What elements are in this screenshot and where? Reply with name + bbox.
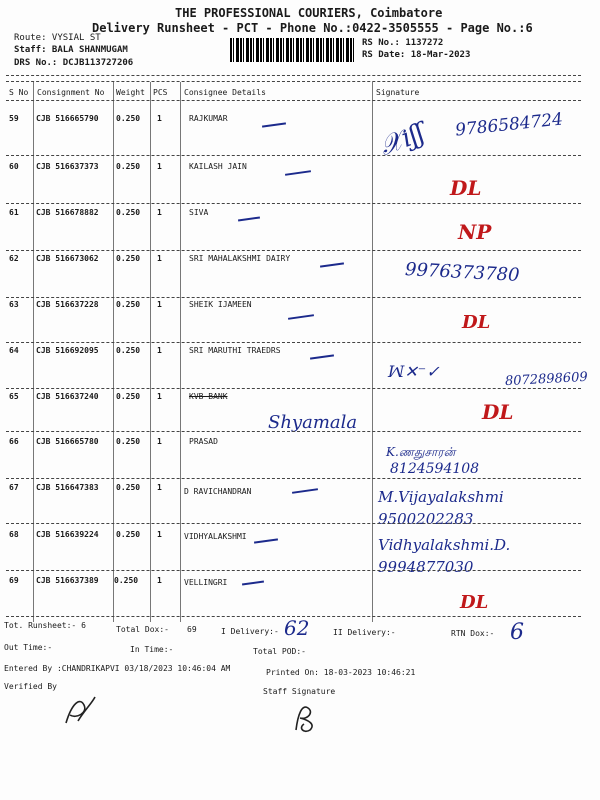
rs-date: RS Date: 18-Mar-2023 (362, 50, 471, 60)
row-sno: 67 (9, 483, 19, 492)
row-rule (6, 250, 581, 251)
tick-mark (242, 580, 264, 585)
row-sno: 68 (9, 530, 19, 539)
row-status: DL (482, 400, 514, 424)
ii-delivery-label: II Delivery:- (333, 628, 396, 637)
row-consignee: SHEIK IJAMEEN (189, 300, 252, 309)
tot-runsheet: Tot. Runsheet:- 6 (4, 621, 86, 630)
signature-scribble: K.ணதுசாரன் (386, 445, 456, 459)
row-weight: 0.250 (116, 254, 141, 263)
row-sno: 65 (9, 392, 19, 401)
signature-scribble: 𝒳ıʃʃ (376, 118, 429, 162)
column-divider (113, 82, 114, 622)
rs-number: RS No.: 1137272 (362, 38, 444, 48)
row-rule (6, 523, 581, 524)
row-weight: 0.250 (116, 162, 141, 171)
route: Route: VYSIAL ST (14, 33, 101, 43)
row-weight: 0.250 (114, 576, 139, 585)
verified-by-label: Verified By (4, 682, 57, 691)
row-rule (6, 203, 581, 204)
row-consignee: VIDHYALAKSHMI (184, 532, 247, 541)
tick-mark (320, 262, 344, 267)
row-rule (6, 388, 581, 389)
row-signature: 9976373780 (404, 259, 521, 286)
row-pcs: 1 (157, 114, 162, 123)
staff-signature (290, 700, 320, 736)
row-sno: 62 (9, 254, 19, 263)
row-signature: Vidhyalakshmi.D. 9994877030 (378, 536, 511, 576)
runsheet-subtitle: Delivery Runsheet - PCT - Phone No.:0422-3505555 - Page No.:6 (92, 21, 533, 35)
row-weight: 0.250 (116, 392, 141, 401)
row-status: DL (462, 312, 491, 333)
row-sno: 61 (9, 208, 19, 217)
row-consignment: CJB 516665780 (36, 437, 99, 446)
tick-mark (262, 122, 286, 127)
total-dox-label: Total Dox:- (116, 625, 169, 634)
row-rule (6, 570, 581, 571)
total-dox-value: 69 (187, 625, 197, 634)
row-sno: 60 (9, 162, 19, 171)
row-pcs: 1 (157, 530, 162, 539)
header-top-rule (6, 75, 581, 76)
header-top-rule-2 (6, 81, 581, 82)
row-pcs: 1 (157, 346, 162, 355)
row-consignee: PRASAD (189, 437, 218, 446)
row-rule (6, 155, 581, 156)
row-consignee: SIVA (189, 208, 209, 217)
row-weight: 0.250 (116, 114, 141, 123)
i-delivery-label: I Delivery:- (221, 627, 279, 636)
row-consignment: CJB 516639224 (36, 530, 99, 539)
row-consignee: RAJKUMAR (189, 114, 228, 123)
row-rule (6, 431, 581, 432)
row-signature: 8124594108 (390, 461, 480, 477)
row-weight: 0.250 (116, 530, 141, 539)
row-consignee: KAILASH JAIN (189, 162, 247, 171)
row-rule (6, 342, 581, 343)
printed-on: Printed On: 18-03-2023 10:46:21 (266, 668, 416, 677)
row-consignee: VELLINGRI (184, 578, 228, 587)
tick-mark (288, 314, 314, 320)
row-pcs: 1 (157, 483, 162, 492)
row-sno: 64 (9, 346, 19, 355)
row-consignment: CJB 516637228 (36, 300, 99, 309)
tick-mark (310, 354, 334, 359)
row-weight: 0.250 (116, 437, 141, 446)
signature-scribble: ꟽ✕⁻✓ (388, 362, 440, 381)
row-status: DL (460, 592, 489, 613)
row-status: DL (450, 176, 482, 200)
row-sno: 63 (9, 300, 19, 309)
row-weight: 0.250 (116, 208, 141, 217)
row-rule (6, 478, 581, 479)
row-status: NP (458, 220, 492, 244)
row-pcs: 1 (157, 576, 162, 585)
row-rule (6, 297, 581, 298)
row-consignee: D RAVICHANDRAN (184, 487, 252, 496)
staff: Staff: BALA SHANMUGAM (14, 45, 128, 55)
row-pcs: 1 (157, 437, 162, 446)
column-divider (33, 82, 34, 622)
row-consignment: CJB 516692095 (36, 346, 99, 355)
col-header-weight: Weight (116, 88, 145, 97)
row-consignment: CJB 516637389 (36, 576, 99, 585)
row-sno: 66 (9, 437, 19, 446)
tick-mark (292, 488, 318, 494)
verifier-signature (62, 693, 98, 727)
row-consignment: CJB 516673062 (36, 254, 99, 263)
col-header-consignment: Consignment No (37, 88, 105, 97)
col-header-signature: Signature (376, 88, 420, 97)
row-pcs: 1 (157, 254, 162, 263)
row-signature: 9786584724 (454, 109, 564, 141)
rtn-dox-value: 6 (510, 620, 524, 645)
tick-mark (238, 216, 260, 221)
tick-mark (285, 170, 311, 176)
col-header-pcs: PCS (153, 88, 168, 97)
column-divider (150, 82, 151, 622)
row-consignee: KVB BANK (189, 392, 228, 401)
row-consignment: CJB 516637373 (36, 162, 99, 171)
row-weight: 0.250 (116, 483, 141, 492)
header-bottom-rule (6, 100, 581, 101)
row-consignment: CJB 516647383 (36, 483, 99, 492)
row-weight: 0.250 (116, 346, 141, 355)
row-consignment: CJB 516637240 (36, 392, 99, 401)
row-consignment: CJB 516665790 (36, 114, 99, 123)
row-pcs: 1 (157, 300, 162, 309)
row-signature: 8072898609 (504, 369, 589, 390)
in-time-label: In Time:- (130, 645, 174, 654)
row-sno: 69 (9, 576, 19, 585)
row-consignee: SRI MARUTHI TRAEDRS (189, 346, 281, 355)
column-divider (372, 82, 373, 622)
row-pcs: 1 (157, 208, 162, 217)
staff-signature-label: Staff Signature (263, 687, 336, 696)
out-time-label: Out Time:- (4, 643, 53, 652)
barcode (230, 38, 356, 62)
row-sno: 59 (9, 114, 19, 123)
col-header-consignee: Consignee Details (184, 88, 266, 97)
row-signature: Shyamala (268, 412, 358, 433)
i-delivery-value: 62 (284, 616, 310, 640)
total-pod-label: Total POD:- (253, 647, 306, 656)
tick-mark (254, 538, 278, 543)
row-signature: M.Vijayalakshmi 9500202283 (378, 488, 504, 528)
row-consignment: CJB 516678882 (36, 208, 99, 217)
row-consignee: SRI MAHALAKSHMI DAIRY (189, 254, 291, 263)
column-divider (180, 82, 181, 622)
row-pcs: 1 (157, 392, 162, 401)
col-header-sno: S No (9, 88, 29, 97)
entered-by: Entered By :CHANDRIKAPVI 03/18/2023 10:46:04 AM (4, 664, 231, 673)
rtn-dox-label: RTN Dox:- (451, 629, 495, 638)
row-weight: 0.250 (116, 300, 141, 309)
company-name: THE PROFESSIONAL COURIERS, Coimbatore (175, 6, 443, 20)
drs-number: DRS No.: DCJB113727206 (14, 58, 134, 68)
row-pcs: 1 (157, 162, 162, 171)
